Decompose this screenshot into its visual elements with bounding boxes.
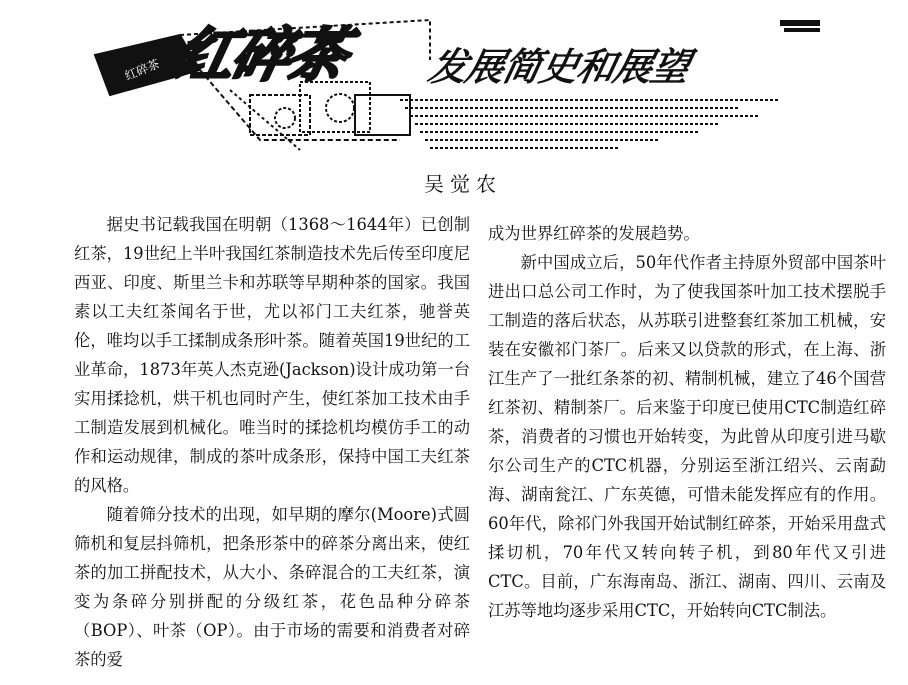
paragraph: 新中国成立后，50年代作者主持原外贸部中国茶叶进出口总公司工作时，为了使我国茶叶加工技术摆脱手工制造的落后状态，从苏联引进整套红茶加工机械，安装在安徽祁门茶厂。后来又以贷款的形式，在上海、浙江生产了一批红条茶的初、精制机械，建立了46个国营红茶初、精制茶厂。后来鉴于印度已使用CTC制造红碎茶，消费者的习惯也开始转变，为此曾从印度引进马歇尔公司生产的CTC机器，分别运至浙江绍兴、云南勐海、湖南瓮江、广东英德，可惜未能发挥应有的作用。60年代，除祁门外我国开始试制红碎茶，开始采用盘式揉切机，70年代又转向转子机，到80年代又引进CTC。目前，广东海南岛、浙江、湖南、四川、云南及江苏等地均逐步采用CTC，开始转向CTC制法。	[488, 253, 886, 620]
paragraph: 随着筛分技术的出现，如早期的摩尔(Moore)式圆筛机和复层抖筛机，把条形茶中的碎茶分离出来，使红茶的加工拼配技术，从大小、条碎混合的工夫红茶，演变为条碎分别拼配的分级红茶，花色品种分碎茶（BOP）、叶茶（OP）。由于市场的需要和消费者对碎茶的爱	[74, 505, 470, 669]
author-name: 吴觉农	[424, 172, 502, 196]
paragraph: 据史书记载我国在明朝（1368～1644年）已创制红茶，19世纪上半叶我国红茶制造技术先后传至印度尼西亚、印度、斯里兰卡和苏联等早期种茶的国家。我国素以工夫红茶闻名于世，尤以祁门工夫红茶，驰誉英伦，唯均以手工揉制成条形叶茶。随着英国19世纪的工业革命，1873年英人杰克逊(Jackson)设计成功第一台实用揉捻机，烘干机也同时产生，使红茶加工技术由手工制造发展到机械化。唯当时的揉捻机均模仿手工的动作和运动规律，制成的茶叶成条形，保持中国工夫红茶的风格。	[74, 215, 470, 495]
title-main: 红碎茶	[169, 21, 353, 89]
tea-package-label: 红碎茶	[118, 52, 166, 86]
paragraph-continuation: 成为世界红碎茶的发展趋势。	[488, 224, 700, 243]
title-subtitle: 发展简史和展望	[424, 45, 693, 89]
title-banner	[0, 0, 908, 160]
left-column	[74, 210, 470, 674]
right-column	[488, 219, 886, 625]
